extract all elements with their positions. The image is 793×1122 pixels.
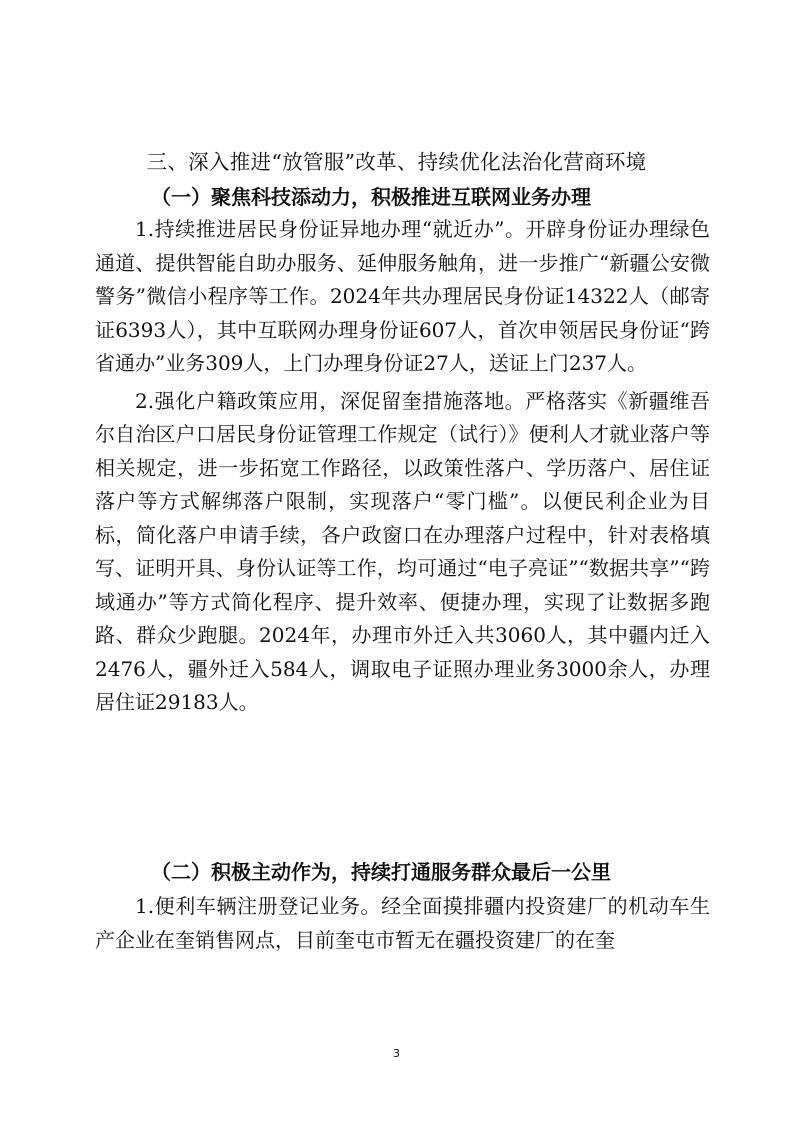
- page-number: 3: [393, 1047, 400, 1060]
- body-block-2: [95, 890, 710, 957]
- section-heading: 三、深入推进“放管服”改革、持续优化法治化营商环境: [146, 150, 647, 174]
- subsection-title-2: （二）积极主动作为，持续打通服务群众最后一公里: [151, 860, 611, 884]
- paragraph-id-card: 1.持续推进居民身份证异地办理“就近办”。开辟身份证办理绿色通道、提供智能自助办服务、延伸服务触角，进一步推广“新疆公安微警务”微信小程序等工作。2024年共办理居民身份证14322人（邮寄证6393人），其中互联网办理身份证607人，首次申领居民身份证“跨省通办”业务309人，上门办理身份证27人，送证上门237人。: [95, 217, 710, 375]
- paragraph-vehicle-registration: 1.便利车辆注册登记业务。经全面摸排疆内投资建厂的机动车生产企业在奎销售网点，目前奎屯市暂无在疆投资建厂的在奎: [95, 894, 710, 952]
- subsection-title-1: （一）聚焦科技添动力，积极推进互联网业务办理: [151, 185, 591, 209]
- body-block-1: [95, 213, 710, 720]
- paragraph-household-registration: 2.强化户籍政策应用，深促留奎措施落地。严格落实《新疆维吾尔自治区户口居民身份证管理工作规定（试行）》便利人才就业落户等相关规定，进一步拓宽工作路径，以政策性落户、学历落户、居住证落户等方式解绑落户限制，实现落户“零门槛”。以便民利企业为目标，简化落户申请手续，各户政窗口在办理落户过程中，针对表格填写、证明开具、身份认证等工作，均可通过“电子亮证”“数据共享”“跨域通办”等方式简化程序、提升效率、便捷办理，实现了让数据多跑路、群众少跑腿。2024年，办理市外迁入共3060人，其中疆内迁入2476人，疆外迁入584人，调取电子证照办理业务3000余人，办理居住证29183人。: [95, 388, 710, 714]
